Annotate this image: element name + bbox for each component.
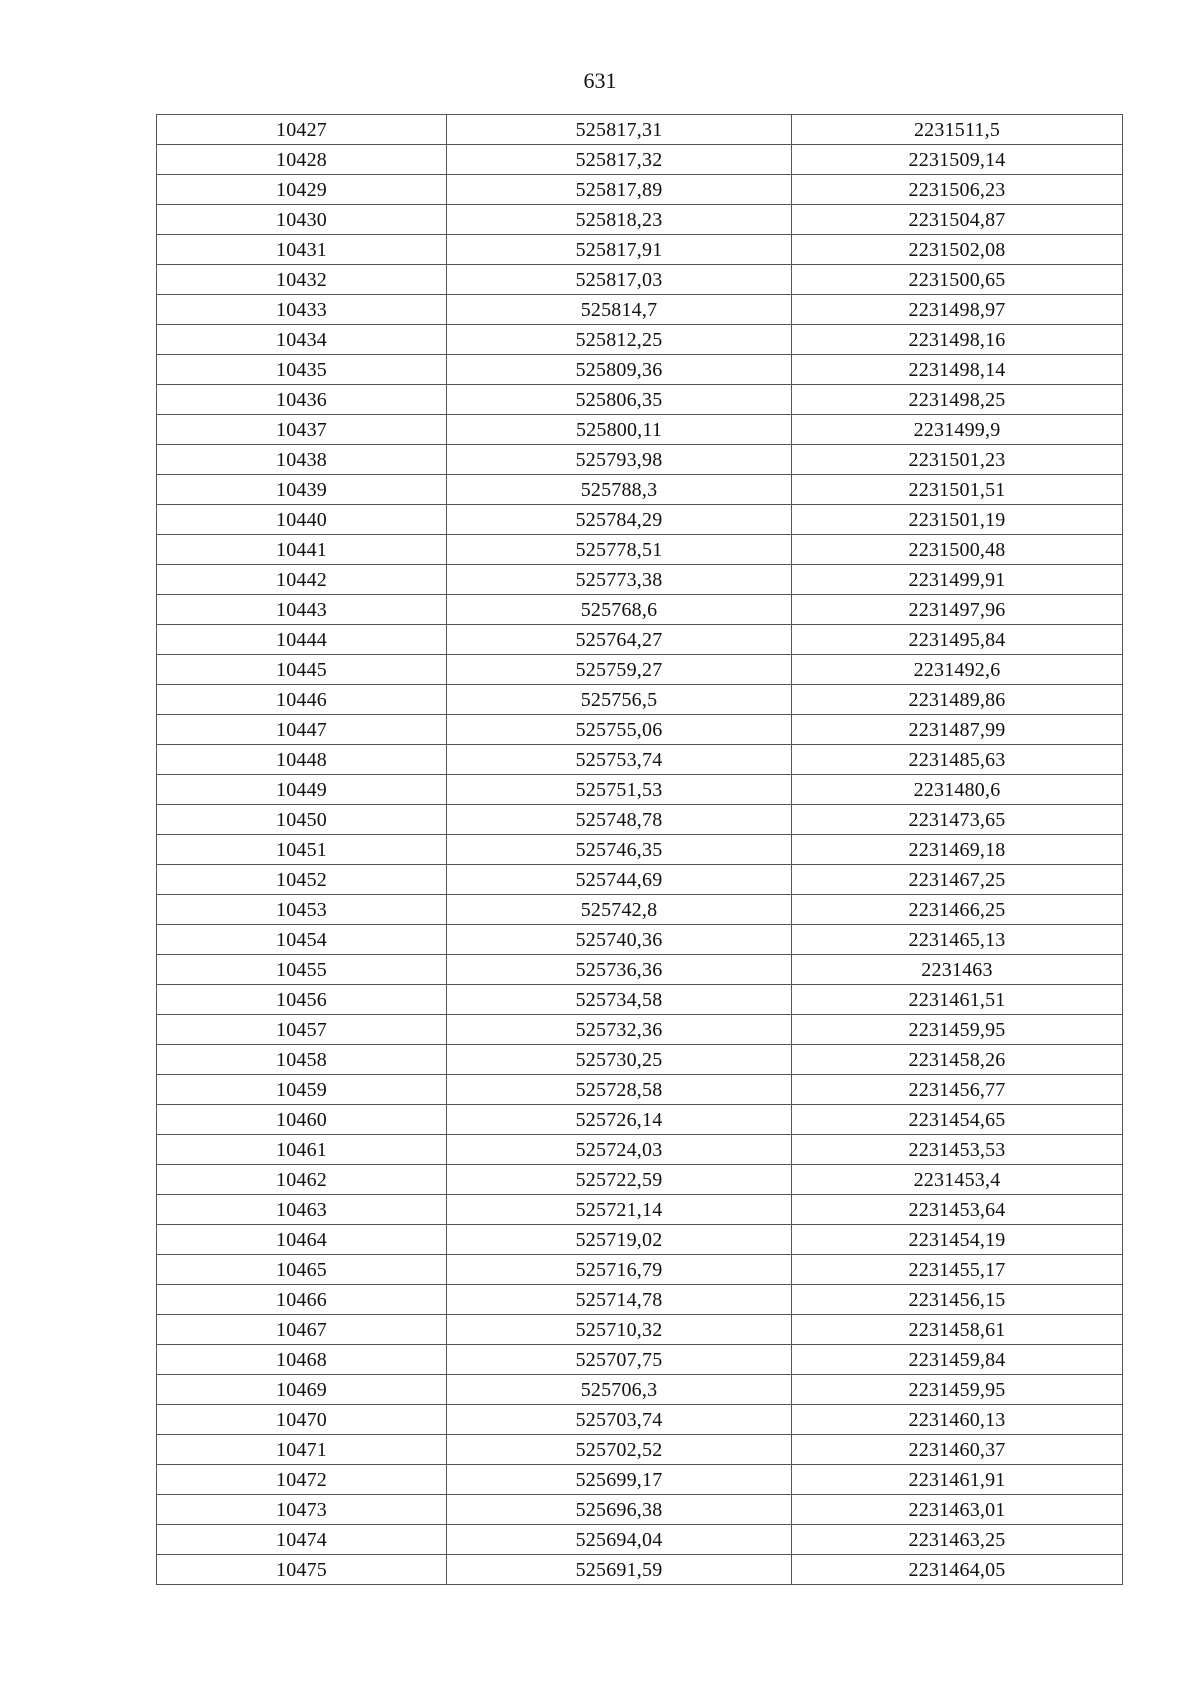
x-coordinate-cell: 525788,3 — [447, 475, 792, 505]
point-number-cell: 10455 — [157, 955, 447, 985]
y-coordinate-cell: 2231463 — [792, 955, 1123, 985]
table-row — [157, 385, 1123, 415]
y-coordinate-cell: 2231499,91 — [792, 565, 1123, 595]
y-coordinate-cell: 2231456,77 — [792, 1075, 1123, 1105]
table-row — [157, 1315, 1123, 1345]
table-row — [157, 985, 1123, 1015]
point-number-cell: 10469 — [157, 1375, 447, 1405]
table-row — [157, 325, 1123, 355]
y-coordinate-cell: 2231495,84 — [792, 625, 1123, 655]
table-row — [157, 625, 1123, 655]
point-number-cell: 10428 — [157, 145, 447, 175]
y-coordinate-cell: 2231453,53 — [792, 1135, 1123, 1165]
x-coordinate-cell: 525702,52 — [447, 1435, 792, 1465]
y-coordinate-cell: 2231459,84 — [792, 1345, 1123, 1375]
y-coordinate-cell: 2231454,19 — [792, 1225, 1123, 1255]
y-coordinate-cell: 2231458,26 — [792, 1045, 1123, 1075]
x-coordinate-cell: 525764,27 — [447, 625, 792, 655]
y-coordinate-cell: 2231456,15 — [792, 1285, 1123, 1315]
point-number-cell: 10459 — [157, 1075, 447, 1105]
x-coordinate-cell: 525755,06 — [447, 715, 792, 745]
table-row — [157, 1165, 1123, 1195]
point-number-cell: 10461 — [157, 1135, 447, 1165]
y-coordinate-cell: 2231455,17 — [792, 1255, 1123, 1285]
point-number-cell: 10454 — [157, 925, 447, 955]
x-coordinate-cell: 525768,6 — [447, 595, 792, 625]
x-coordinate-cell: 525719,02 — [447, 1225, 792, 1255]
table-row — [157, 685, 1123, 715]
x-coordinate-cell: 525818,23 — [447, 205, 792, 235]
point-number-cell: 10475 — [157, 1555, 447, 1585]
table-row — [157, 1375, 1123, 1405]
point-number-cell: 10464 — [157, 1225, 447, 1255]
x-coordinate-cell: 525728,58 — [447, 1075, 792, 1105]
y-coordinate-cell: 2231467,25 — [792, 865, 1123, 895]
x-coordinate-cell: 525793,98 — [447, 445, 792, 475]
y-coordinate-cell: 2231466,25 — [792, 895, 1123, 925]
point-number-cell: 10470 — [157, 1405, 447, 1435]
y-coordinate-cell: 2231480,6 — [792, 775, 1123, 805]
y-coordinate-cell: 2231463,25 — [792, 1525, 1123, 1555]
y-coordinate-cell: 2231485,63 — [792, 745, 1123, 775]
y-coordinate-cell: 2231469,18 — [792, 835, 1123, 865]
point-number-cell: 10450 — [157, 805, 447, 835]
y-coordinate-cell: 2231464,05 — [792, 1555, 1123, 1585]
table-row — [157, 115, 1123, 145]
y-coordinate-cell: 2231497,96 — [792, 595, 1123, 625]
x-coordinate-cell: 525699,17 — [447, 1465, 792, 1495]
y-coordinate-cell: 2231459,95 — [792, 1375, 1123, 1405]
point-number-cell: 10451 — [157, 835, 447, 865]
y-coordinate-cell: 2231499,9 — [792, 415, 1123, 445]
y-coordinate-cell: 2231492,6 — [792, 655, 1123, 685]
point-number-cell: 10449 — [157, 775, 447, 805]
table-row — [157, 175, 1123, 205]
y-coordinate-cell: 2231502,08 — [792, 235, 1123, 265]
table-row — [157, 265, 1123, 295]
coordinates-table — [156, 114, 1123, 1585]
point-number-cell: 10467 — [157, 1315, 447, 1345]
point-number-cell: 10474 — [157, 1525, 447, 1555]
point-number-cell: 10468 — [157, 1345, 447, 1375]
x-coordinate-cell: 525716,79 — [447, 1255, 792, 1285]
y-coordinate-cell: 2231460,37 — [792, 1435, 1123, 1465]
table-row — [157, 505, 1123, 535]
point-number-cell: 10440 — [157, 505, 447, 535]
x-coordinate-cell: 525706,3 — [447, 1375, 792, 1405]
point-number-cell: 10438 — [157, 445, 447, 475]
x-coordinate-cell: 525812,25 — [447, 325, 792, 355]
table-row — [157, 1495, 1123, 1525]
point-number-cell: 10452 — [157, 865, 447, 895]
x-coordinate-cell: 525703,74 — [447, 1405, 792, 1435]
y-coordinate-cell: 2231473,65 — [792, 805, 1123, 835]
x-coordinate-cell: 525736,36 — [447, 955, 792, 985]
point-number-cell: 10448 — [157, 745, 447, 775]
table-row — [157, 235, 1123, 265]
x-coordinate-cell: 525691,59 — [447, 1555, 792, 1585]
y-coordinate-cell: 2231489,86 — [792, 685, 1123, 715]
point-number-cell: 10427 — [157, 115, 447, 145]
table-row — [157, 805, 1123, 835]
point-number-cell: 10430 — [157, 205, 447, 235]
point-number-cell: 10431 — [157, 235, 447, 265]
y-coordinate-cell: 2231498,97 — [792, 295, 1123, 325]
y-coordinate-cell: 2231498,14 — [792, 355, 1123, 385]
table-row — [157, 835, 1123, 865]
x-coordinate-cell: 525742,8 — [447, 895, 792, 925]
x-coordinate-cell: 525817,31 — [447, 115, 792, 145]
table-row — [157, 535, 1123, 565]
y-coordinate-cell: 2231459,95 — [792, 1015, 1123, 1045]
point-number-cell: 10465 — [157, 1255, 447, 1285]
point-number-cell: 10446 — [157, 685, 447, 715]
point-number-cell: 10460 — [157, 1105, 447, 1135]
x-coordinate-cell: 525714,78 — [447, 1285, 792, 1315]
y-coordinate-cell: 2231463,01 — [792, 1495, 1123, 1525]
y-coordinate-cell: 2231461,51 — [792, 985, 1123, 1015]
table-row — [157, 955, 1123, 985]
y-coordinate-cell: 2231501,51 — [792, 475, 1123, 505]
table-row — [157, 205, 1123, 235]
x-coordinate-cell: 525817,32 — [447, 145, 792, 175]
x-coordinate-cell: 525806,35 — [447, 385, 792, 415]
y-coordinate-cell: 2231465,13 — [792, 925, 1123, 955]
point-number-cell: 10433 — [157, 295, 447, 325]
x-coordinate-cell: 525726,14 — [447, 1105, 792, 1135]
point-number-cell: 10457 — [157, 1015, 447, 1045]
point-number-cell: 10466 — [157, 1285, 447, 1315]
table-row — [157, 445, 1123, 475]
x-coordinate-cell: 525707,75 — [447, 1345, 792, 1375]
x-coordinate-cell: 525694,04 — [447, 1525, 792, 1555]
table-row — [157, 895, 1123, 925]
y-coordinate-cell: 2231509,14 — [792, 145, 1123, 175]
point-number-cell: 10443 — [157, 595, 447, 625]
x-coordinate-cell: 525744,69 — [447, 865, 792, 895]
y-coordinate-cell: 2231501,23 — [792, 445, 1123, 475]
x-coordinate-cell: 525773,38 — [447, 565, 792, 595]
table-row — [157, 1105, 1123, 1135]
page-number: 631 — [583, 68, 617, 93]
table-row — [157, 1555, 1123, 1585]
point-number-cell: 10471 — [157, 1435, 447, 1465]
table-row — [157, 565, 1123, 595]
table-row — [157, 655, 1123, 685]
x-coordinate-cell: 525730,25 — [447, 1045, 792, 1075]
table-row — [157, 1225, 1123, 1255]
table-row — [157, 595, 1123, 625]
x-coordinate-cell: 525740,36 — [447, 925, 792, 955]
y-coordinate-cell: 2231504,87 — [792, 205, 1123, 235]
point-number-cell: 10434 — [157, 325, 447, 355]
y-coordinate-cell: 2231487,99 — [792, 715, 1123, 745]
x-coordinate-cell: 525753,74 — [447, 745, 792, 775]
point-number-cell: 10456 — [157, 985, 447, 1015]
point-number-cell: 10453 — [157, 895, 447, 925]
table-row — [157, 775, 1123, 805]
table-row — [157, 475, 1123, 505]
coordinates-table-body — [157, 115, 1123, 1585]
x-coordinate-cell: 525696,38 — [447, 1495, 792, 1525]
table-row — [157, 295, 1123, 325]
x-coordinate-cell: 525734,58 — [447, 985, 792, 1015]
table-row — [157, 355, 1123, 385]
table-row — [157, 1345, 1123, 1375]
table-row — [157, 865, 1123, 895]
x-coordinate-cell: 525748,78 — [447, 805, 792, 835]
table-row — [157, 1465, 1123, 1495]
point-number-cell: 10439 — [157, 475, 447, 505]
x-coordinate-cell: 525817,89 — [447, 175, 792, 205]
table-row — [157, 1525, 1123, 1555]
point-number-cell: 10445 — [157, 655, 447, 685]
y-coordinate-cell: 2231498,25 — [792, 385, 1123, 415]
x-coordinate-cell: 525809,36 — [447, 355, 792, 385]
table-row — [157, 745, 1123, 775]
table-row — [157, 1135, 1123, 1165]
point-number-cell: 10447 — [157, 715, 447, 745]
point-number-cell: 10429 — [157, 175, 447, 205]
point-number-cell: 10437 — [157, 415, 447, 445]
x-coordinate-cell: 525759,27 — [447, 655, 792, 685]
y-coordinate-cell: 2231454,65 — [792, 1105, 1123, 1135]
table-row — [157, 1255, 1123, 1285]
y-coordinate-cell: 2231453,64 — [792, 1195, 1123, 1225]
table-row — [157, 145, 1123, 175]
x-coordinate-cell: 525800,11 — [447, 415, 792, 445]
y-coordinate-cell: 2231453,4 — [792, 1165, 1123, 1195]
point-number-cell: 10462 — [157, 1165, 447, 1195]
point-number-cell: 10432 — [157, 265, 447, 295]
table-row — [157, 1015, 1123, 1045]
x-coordinate-cell: 525721,14 — [447, 1195, 792, 1225]
table-row — [157, 1045, 1123, 1075]
x-coordinate-cell: 525751,53 — [447, 775, 792, 805]
point-number-cell: 10441 — [157, 535, 447, 565]
x-coordinate-cell: 525817,03 — [447, 265, 792, 295]
table-row — [157, 1075, 1123, 1105]
x-coordinate-cell: 525722,59 — [447, 1165, 792, 1195]
point-number-cell: 10444 — [157, 625, 447, 655]
point-number-cell: 10442 — [157, 565, 447, 595]
y-coordinate-cell: 2231501,19 — [792, 505, 1123, 535]
y-coordinate-cell: 2231460,13 — [792, 1405, 1123, 1435]
table-row — [157, 415, 1123, 445]
point-number-cell: 10472 — [157, 1465, 447, 1495]
y-coordinate-cell: 2231511,5 — [792, 115, 1123, 145]
y-coordinate-cell: 2231500,48 — [792, 535, 1123, 565]
y-coordinate-cell: 2231500,65 — [792, 265, 1123, 295]
y-coordinate-cell: 2231506,23 — [792, 175, 1123, 205]
point-number-cell: 10435 — [157, 355, 447, 385]
table-row — [157, 715, 1123, 745]
x-coordinate-cell: 525746,35 — [447, 835, 792, 865]
x-coordinate-cell: 525710,32 — [447, 1315, 792, 1345]
point-number-cell: 10436 — [157, 385, 447, 415]
table-row — [157, 1285, 1123, 1315]
table-row — [157, 1405, 1123, 1435]
x-coordinate-cell: 525784,29 — [447, 505, 792, 535]
point-number-cell: 10458 — [157, 1045, 447, 1075]
x-coordinate-cell: 525756,5 — [447, 685, 792, 715]
x-coordinate-cell: 525724,03 — [447, 1135, 792, 1165]
y-coordinate-cell: 2231458,61 — [792, 1315, 1123, 1345]
y-coordinate-cell: 2231461,91 — [792, 1465, 1123, 1495]
x-coordinate-cell: 525778,51 — [447, 535, 792, 565]
table-row — [157, 1195, 1123, 1225]
point-number-cell: 10463 — [157, 1195, 447, 1225]
table-row — [157, 1435, 1123, 1465]
y-coordinate-cell: 2231498,16 — [792, 325, 1123, 355]
x-coordinate-cell: 525817,91 — [447, 235, 792, 265]
table-row — [157, 925, 1123, 955]
x-coordinate-cell: 525814,7 — [447, 295, 792, 325]
x-coordinate-cell: 525732,36 — [447, 1015, 792, 1045]
point-number-cell: 10473 — [157, 1495, 447, 1525]
